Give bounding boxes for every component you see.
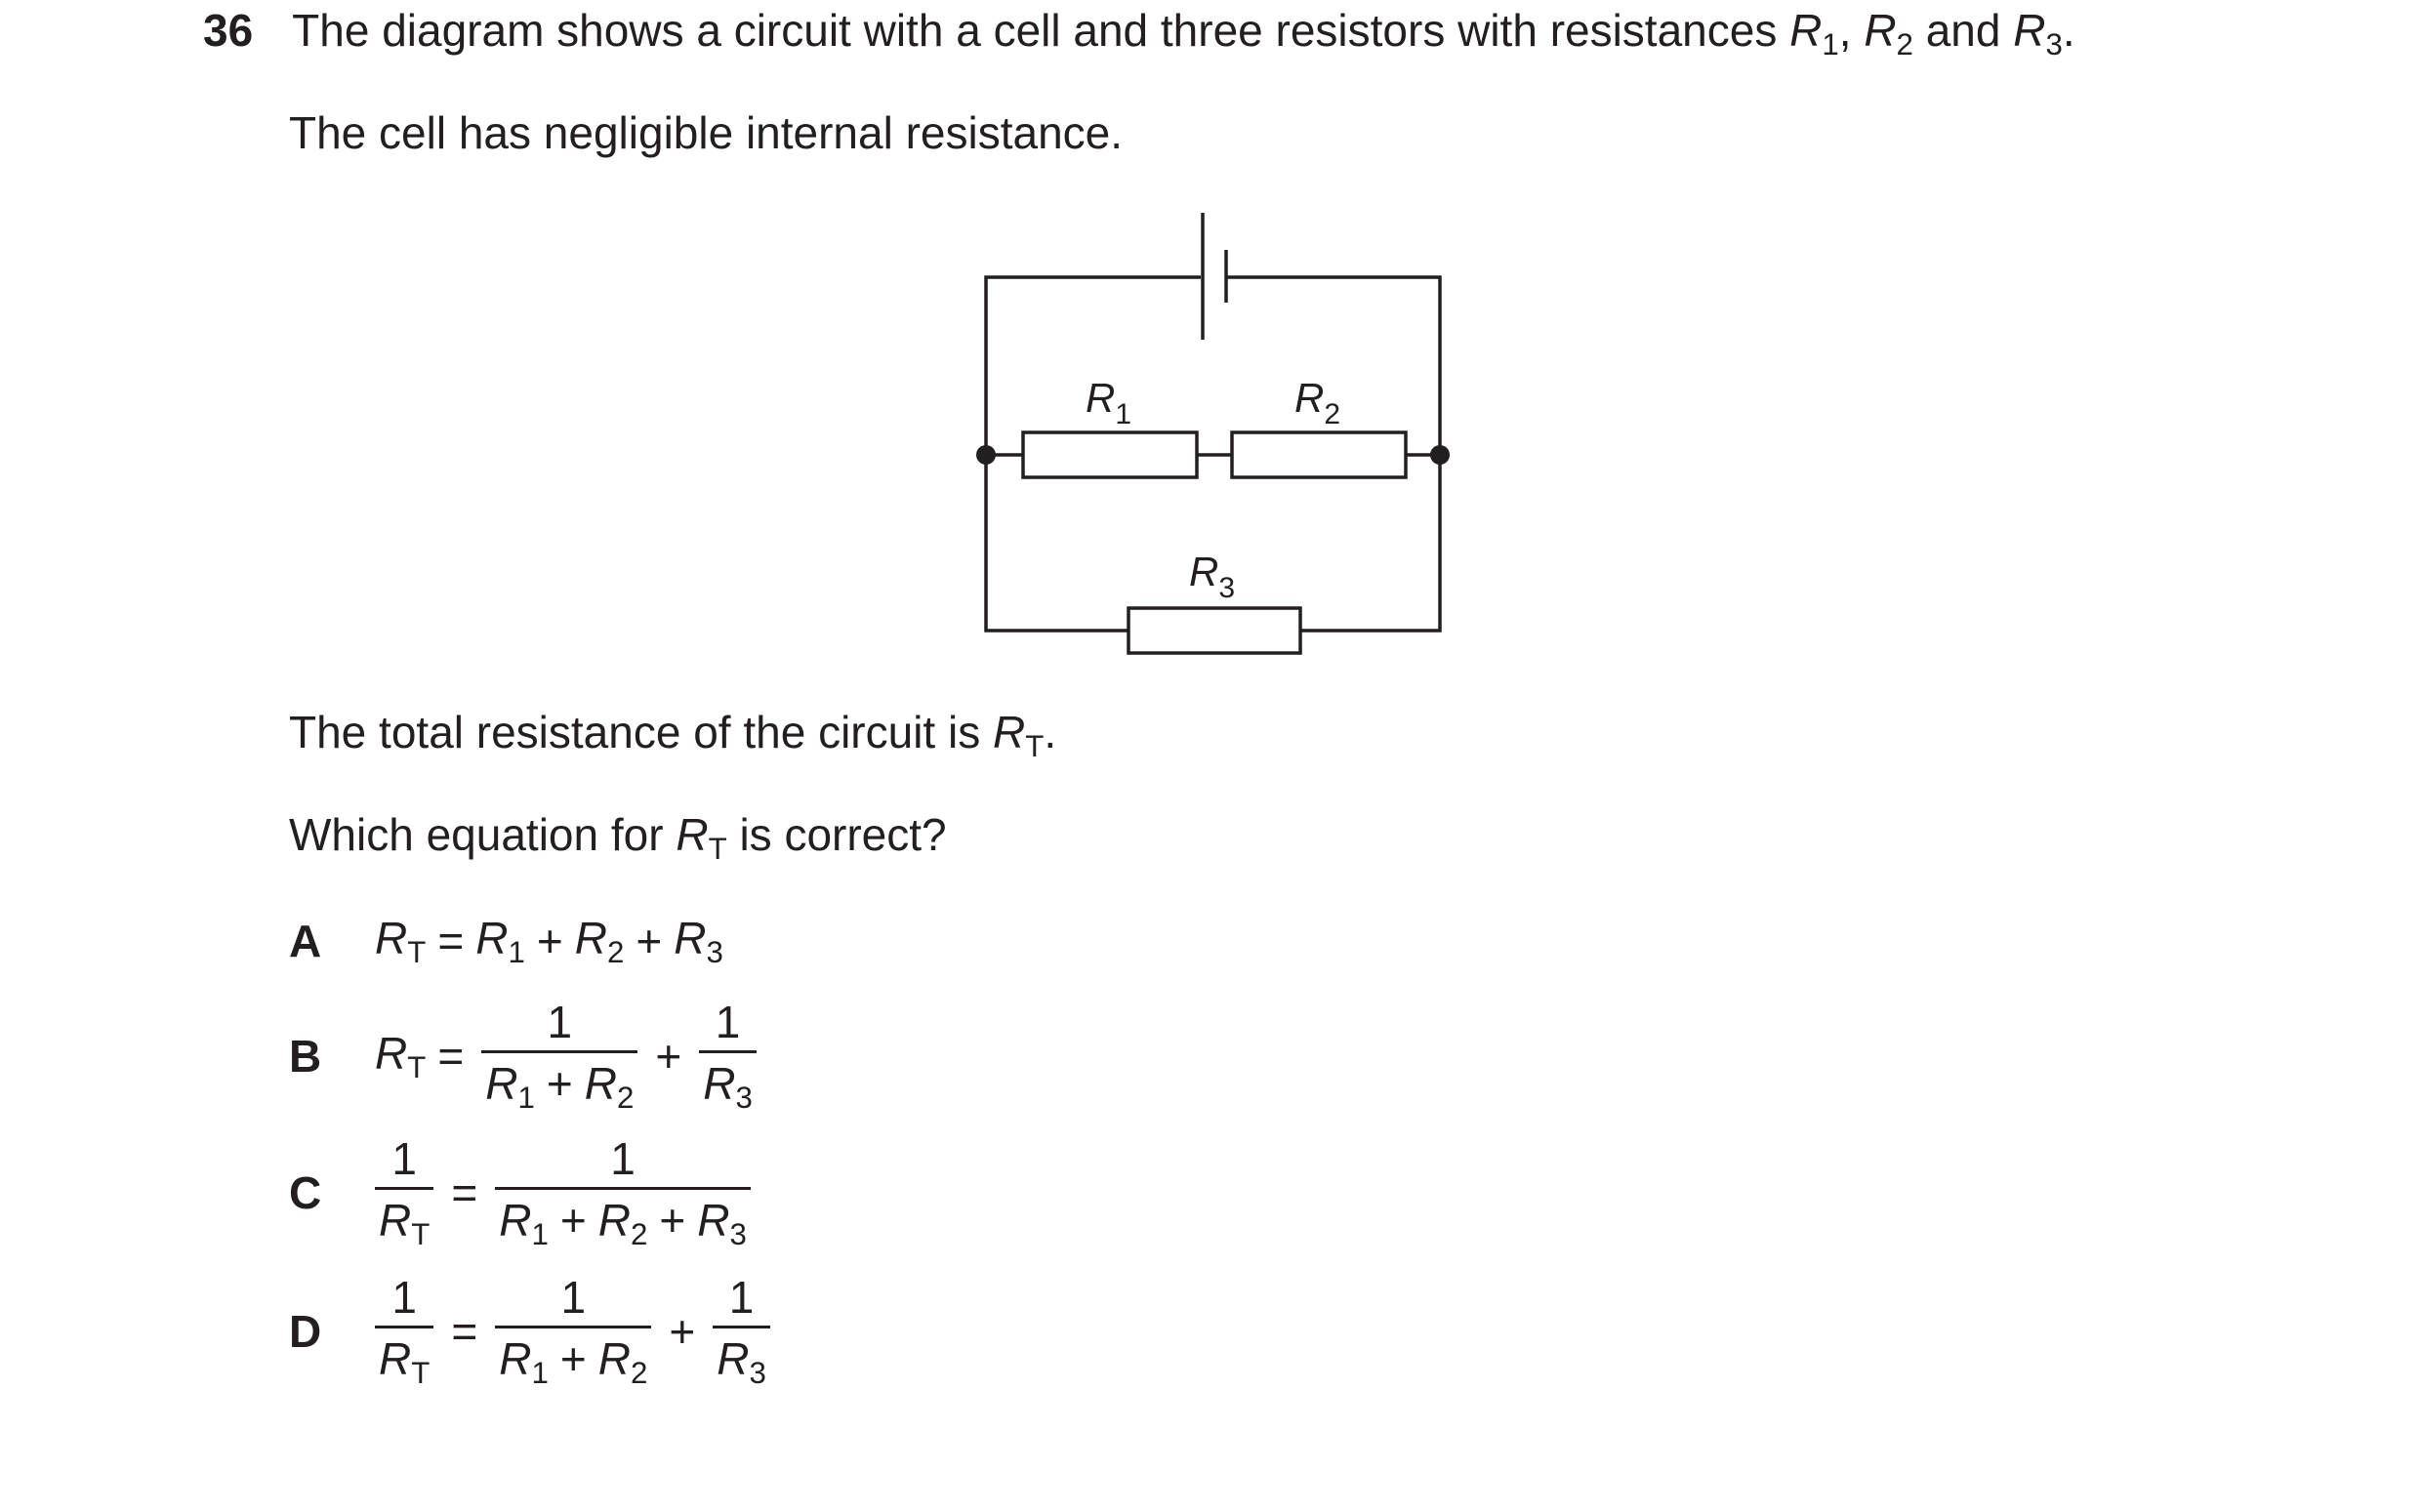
- fraction: $\frac{1}{R_3}$: [699, 1000, 757, 1113]
- symbol-r2: $R_2$: [1864, 5, 1913, 61]
- wire-top-left: [986, 277, 1201, 449]
- label-r3: $R_3$: [1189, 549, 1236, 604]
- option-b[interactable]: B $R_T$ = $\frac{1}{R_1 + R_2}$ + $\frac{1}{R_3}$: [289, 998, 762, 1115]
- option-a-letter: A: [289, 916, 322, 966]
- question-line-1: 36 The diagram shows a circuit with a cell and three resistors with resistances $R_1$, $R_2$ and $R_3$.: [203, 5, 2075, 61]
- resistor-r3: [1128, 608, 1300, 653]
- symbol-r1: $R_1$: [1789, 5, 1839, 61]
- symbol-rt: $R_T$: [992, 707, 1045, 763]
- label-r2: $R_2$: [1294, 375, 1341, 430]
- resistor-r2: [1232, 432, 1406, 477]
- question-line-2: The cell has negligible internal resistance.: [289, 107, 1124, 158]
- wire-bottom-left: [986, 455, 1128, 631]
- total-resistance-line: The total resistance of the circuit is $R_T$.: [289, 707, 1057, 763]
- wire-bottom-right: [1300, 455, 1440, 631]
- label-r1: $R_1$: [1086, 375, 1132, 430]
- fraction: $\frac{1}{R_1 + R_2}$: [481, 1000, 637, 1113]
- question-number: 36: [203, 5, 254, 56]
- option-b-letter: B: [289, 1031, 322, 1082]
- option-c[interactable]: C $\frac{1}{R_T}$ = $\frac{1}{R_1 + R_2 + R_3}$: [289, 1134, 757, 1251]
- question-intro: The diagram shows a circuit with a cell and three resistors with resistances: [292, 5, 1778, 56]
- circuit-diagram: [0, 0, 2421, 683]
- fraction: $\frac{1}{R_3}$: [713, 1275, 770, 1388]
- option-c-letter: C: [289, 1167, 322, 1218]
- junction-left: [976, 445, 996, 465]
- fraction: $\frac{1}{R_1 + R_2}$: [495, 1275, 651, 1388]
- option-d[interactable]: D $\frac{1}{R_T}$ = $\frac{1}{R_1 + R_2}$ + $\frac{1}{R_3}$: [289, 1273, 776, 1390]
- fraction: $\frac{1}{R_T}$: [375, 1275, 433, 1388]
- symbol-r3: $R_3$: [2013, 5, 2063, 61]
- resistor-r1: [1023, 432, 1197, 477]
- option-a[interactable]: A $R_T$ = $R_1$ + $R_2$ + $R_3$: [289, 913, 723, 969]
- symbol-rt: $R_T$: [676, 809, 727, 866]
- fraction: $\frac{1}{R_1 + R_2 + R_3}$: [495, 1136, 751, 1249]
- prompt-line: Which equation for $R_T$ is correct?: [289, 809, 947, 866]
- option-d-letter: D: [289, 1306, 322, 1357]
- junction-right: [1430, 445, 1450, 465]
- fraction: $\frac{1}{R_T}$: [375, 1136, 433, 1249]
